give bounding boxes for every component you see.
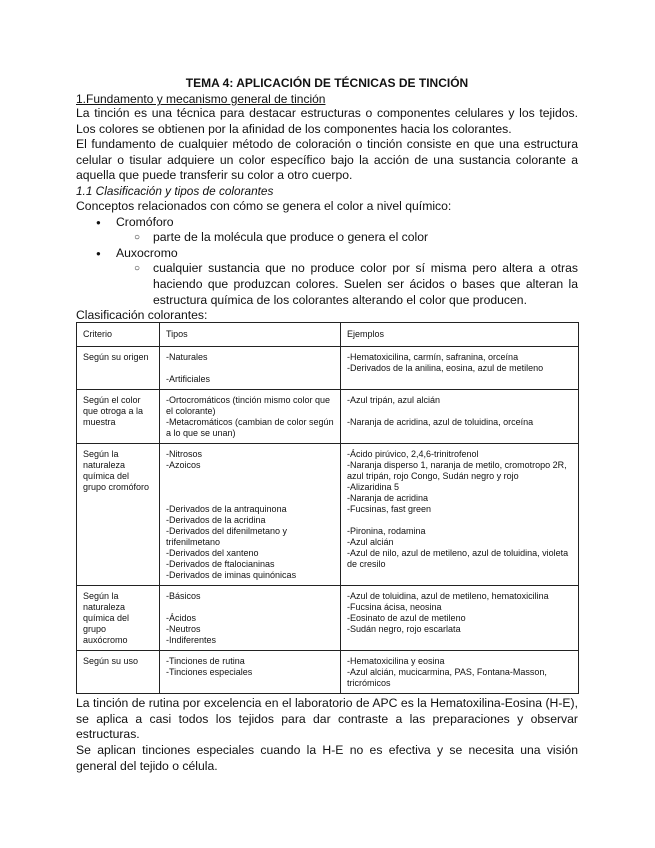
- table-row: [77, 651, 579, 694]
- cell-line: -Derivados del xanteno: [166, 548, 259, 559]
- cell-criterio: Según la naturaleza química del grupo auxócromo: [77, 586, 160, 651]
- concept-definition: ○ cualquier sustancia que no produce color por sí misma pero altera a otras haciendo que produzcan colores. Suelen ser ácidos o bases que alteran la estructura química de los colorantes alterando el color que producen.: [76, 261, 578, 308]
- cell-line: -Artificiales: [166, 374, 211, 385]
- cell-tipos: [160, 347, 341, 390]
- cell-spacer: [166, 363, 334, 374]
- cell-ejemplos: [341, 390, 579, 444]
- cell-spacer: [166, 482, 334, 493]
- cell-line: -Ácidos: [166, 613, 197, 624]
- table-row: [77, 347, 579, 390]
- section-1-paragraph-1: La tinción es una técnica para destacar estructuras o componentes celulares y los tejidos. Los colores se obtienen por la afinidad de los componentes hacia los colorantes.: [76, 106, 578, 136]
- cell-line: -Sudán negro, rojo escarlata: [347, 624, 461, 635]
- cell-tipos: [160, 390, 341, 444]
- cell-line: -Metacromáticos (cambian de color según a lo que se unan): [166, 417, 337, 439]
- cell-line: -Naranja disperso 1, naranja de metilo, cromotropo 2R, azul tripán, rojo Congo, Sudán negro y rojo: [347, 460, 570, 482]
- section-1-1-heading: 1.1 Clasificación y tipos de colorantes: [76, 183, 274, 198]
- cell-line: -Derivados de iminas quinónicas: [166, 570, 297, 581]
- header-ejemplos: Ejemplos: [341, 323, 579, 347]
- cell-line: -Ácido pirúvico, 2,4,6-trinitrofenol: [347, 449, 479, 460]
- cell-line: -Azul tripán, azul alcián: [347, 395, 441, 406]
- cell-line: -Fucsinas, fast green: [347, 504, 432, 515]
- concepts-list: [76, 246, 578, 262]
- cell-spacer: [166, 493, 334, 504]
- cell-line: -Derivados de la acridina: [166, 515, 266, 526]
- table-body: [77, 347, 579, 694]
- cell-criterio: Según el color que otroga a la muestra: [77, 390, 160, 444]
- cell-line: -Indiferentes: [166, 635, 217, 646]
- cell-spacer: [166, 602, 334, 613]
- section-1-paragraph-2: El fundamento de cualquier método de coloración o tinción consiste en que una estructura celular o tisular adquiere un color específico bajo la acción de una sustancia colorante a aquella que puede transferir su color a otro cuerpo.: [76, 137, 578, 183]
- cell-line: -Derivados de ftalocianinas: [166, 559, 275, 570]
- cell-line: -Fucsina ácisa, neosina: [347, 602, 442, 613]
- concept-sublist: [76, 261, 578, 308]
- section-1-heading: 1.Fundamento y mecanismo general de tinción: [76, 92, 326, 106]
- cell-criterio: Según su origen: [77, 347, 160, 390]
- cell-line: -Derivados de la antraquinona: [166, 504, 287, 515]
- table-row: [77, 444, 579, 586]
- cell-line: -Alizaridina 5: [347, 482, 400, 493]
- table-caption: Clasificación colorantes:: [76, 308, 208, 323]
- table-row: [77, 390, 579, 444]
- concept-label: Auxocromo: [116, 245, 178, 260]
- cell-line: -Naturales: [166, 352, 208, 363]
- cell-line: -Neutros: [166, 624, 201, 635]
- cell-tipos: [160, 444, 341, 586]
- closing-paragraph-2: Se aplican tinciones especiales cuando la H-E no es efectiva y se necesita una visión general del tejido o célula.: [76, 742, 578, 773]
- cell-line: -Azul de nilo, azul de metileno, azul de toluidina, violeta de cresilo: [347, 548, 571, 570]
- cell-spacer: [166, 471, 334, 482]
- cell-line: -Azoicos: [166, 460, 201, 471]
- header-criterio: Criterio: [77, 323, 160, 347]
- cell-tipos: [160, 586, 341, 651]
- header-tipos: Tipos: [160, 323, 341, 347]
- cell-spacer: [347, 406, 572, 417]
- cell-line: -Naranja de acridina, azul de toluidina, orceína: [347, 417, 534, 428]
- cell-line: -Hematoxicilina, carmín, safranina, orceína: [347, 352, 519, 363]
- table-header-row: [77, 323, 579, 347]
- cell-line: -Azul alcián: [347, 537, 394, 548]
- cell-line: -Pironina, rodamina: [347, 526, 426, 537]
- cell-line: -Derivados de la anilina, eosina, azul de metileno: [347, 363, 544, 374]
- cell-line: -Azul de toluidina, azul de metileno, hematoxicilina: [347, 591, 549, 602]
- document-title: TEMA 4: APLICACIÓN DE TÉCNICAS DE TINCIÓN: [185, 76, 469, 90]
- cell-line: -Tinciones especiales: [166, 667, 253, 678]
- concept-sublist: [76, 230, 578, 246]
- document-page: [76, 76, 578, 774]
- cell-criterio: Según su uso: [77, 651, 160, 694]
- concept-item: [76, 215, 578, 231]
- cell-ejemplos: [341, 586, 579, 651]
- cell-line: -Tinciones de rutina: [166, 656, 245, 667]
- concept-item: [76, 246, 578, 262]
- closing-paragraph-1: La tinción de rutina por excelencia en el laboratorio de APC es la Hematoxilina-Eosina (H-E), se aplica a casi todos los tejidos para dar contraste a las preparaciones y observar estructuras.: [76, 696, 578, 742]
- table-row: [77, 586, 579, 651]
- cell-line: -Azul alcián, mucicarmina, PAS, Fontana-Masson, tricrómicos: [347, 667, 550, 689]
- cell-line: -Nitrosos: [166, 449, 203, 460]
- concept-definition: ○ parte de la molécula que produce o genera el color: [76, 230, 578, 246]
- cell-line: -Derivados del difenilmetano y trifenilmetano: [166, 526, 290, 548]
- concept-label: Cromóforo: [116, 214, 174, 229]
- cell-line: -Hematoxicilina y eosina: [347, 656, 445, 667]
- cell-line: -Básicos: [166, 591, 201, 602]
- concepts-intro: Conceptos relacionados con cómo se genera el color a nivel químico:: [76, 198, 452, 213]
- cell-ejemplos: [341, 347, 579, 390]
- dye-classification-table: [76, 322, 579, 694]
- cell-line: -Ortocromáticos (tinción mismo color que el colorante): [166, 395, 333, 417]
- cell-tipos: [160, 651, 341, 694]
- cell-line: -Eosinato de azul de metileno: [347, 613, 466, 624]
- cell-spacer: [347, 515, 572, 526]
- cell-criterio: Según la naturaleza química del grupo cromóforo: [77, 444, 160, 586]
- cell-ejemplos: [341, 651, 579, 694]
- cell-ejemplos: [341, 444, 579, 586]
- concepts-list: [76, 215, 578, 231]
- cell-line: -Naranja de acridina: [347, 493, 429, 504]
